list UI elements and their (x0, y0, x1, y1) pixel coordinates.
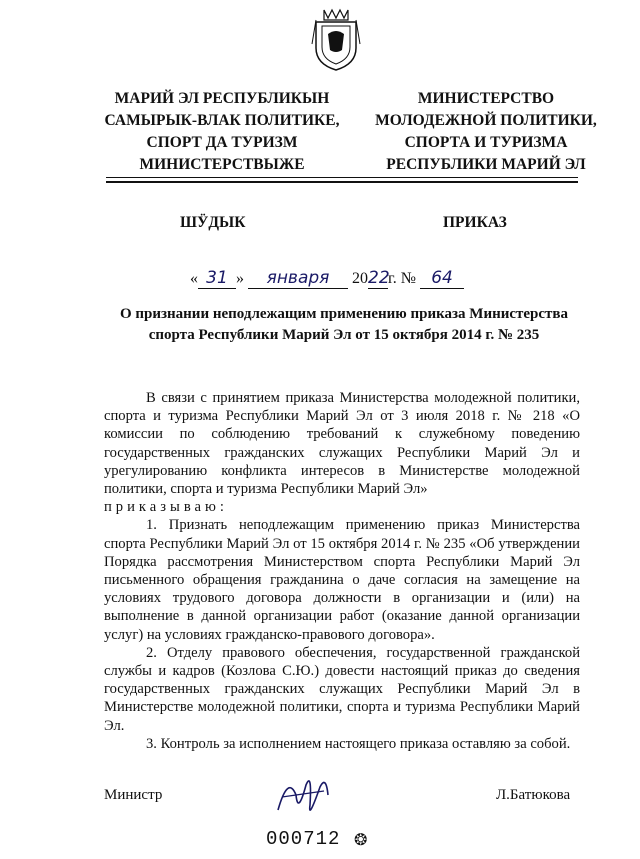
document-number: 64 (420, 268, 464, 289)
date-year-label: г. № (388, 270, 417, 287)
body-item-1: 1. Признать неподлежащим применению приказ Министерства спорта Республики Марий Эл от 15 октября 2014 г. № 235 «Об утверждении Порядка рассмотрения Министерством спорта Республики Марий Эл письменного обращения гражданина о даче согласия на замещение на условиях трудового договора должности в организации и (или) на выполнение в данной организации работ (оказание данной организации услуг) на условиях гражданско-правового договора». (104, 517, 580, 643)
date-year-prefix: 20 (352, 270, 368, 287)
header-right-russian: МИНИСТЕРСТВО МОЛОДЕЖНОЙ ПОЛИТИКИ, СПОРТА И ТУРИЗМА РЕСПУБЛИКИ МАРИЙ ЭЛ (375, 90, 597, 173)
header-divider-thin (106, 177, 578, 178)
header-divider-thick (106, 181, 578, 183)
doc-kind-marian: ШӰДЫК (180, 214, 246, 231)
date-year-suffix: 22 (368, 268, 390, 288)
document-title: О признании неподлежащим применению приказа Министерства спорта Республики Марий Эл от 15 октября 2014 г. № 235 (119, 306, 569, 343)
signatory-role: Министр (104, 787, 163, 803)
date-open-quote: « (190, 270, 198, 287)
date-month: января (248, 268, 348, 289)
star-stamp-icon: ❂ (354, 832, 368, 849)
body-order-word: приказываю: (104, 499, 228, 516)
header-left-marian: МАРИЙ ЭЛ РЕСПУБЛИКЫН САМЫРЫК-ВЛАК ПОЛИТИКЕ, СПОРТ ДА ТУРИЗМ МИНИСТЕРСТВЫЖЕ (104, 90, 340, 173)
date-line (190, 268, 464, 289)
date-day: 31 (198, 268, 236, 289)
body-intro: В связи с принятием приказа Министерства молодежной политики, спорта и туризма Республики Марий Эл от 3 июля 2018 г. № 218 «О комиссии по соблюдению требований к служебному поведению государственных гражданских служащих Республики Марий Эл и урегулированию конфликта интересов в Министерстве молодежной политики, спорта и туризма Республики Марий Эл» (104, 390, 580, 498)
doc-kind-russian: ПРИКАЗ (443, 214, 507, 231)
coat-of-arms-icon (308, 4, 364, 74)
body-item-3: 3. Контроль за исполнением настоящего приказа оставляю за собой. (146, 735, 571, 752)
serial-number: 000712 (266, 828, 341, 850)
document-body (104, 389, 580, 753)
body-item-2: 2. Отделу правового обеспечения, государственной гражданской службы и кадров (Козлова С.Ю.) довести настоящий приказ до сведения государственных гражданских служащих Республики Марий Эл в Министерстве молодежной политики, спорта и туризма Республики Марий Эл. (104, 644, 580, 734)
date-close-quote: » (236, 270, 244, 287)
signatory-name: Л.Батюкова (496, 787, 571, 803)
handwritten-signature (268, 765, 338, 825)
